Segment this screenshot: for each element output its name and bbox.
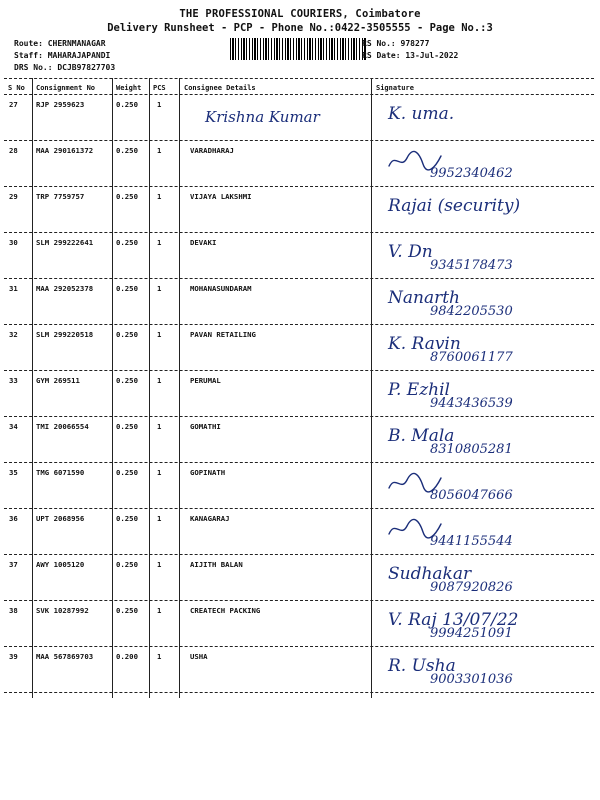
row-pcs: 1 bbox=[157, 376, 162, 385]
row-divider bbox=[4, 370, 594, 371]
row-sno: 27 bbox=[9, 100, 18, 109]
row-consignment-number: MAA 567869703 bbox=[36, 652, 94, 661]
row-consignee-name: KANAGARAJ bbox=[190, 514, 230, 523]
handwritten-phone-number: 9003301036 bbox=[430, 672, 513, 687]
handwritten-signature: V. Raj 13/07/22 bbox=[388, 610, 519, 630]
row-sno: 37 bbox=[9, 560, 18, 569]
row-divider bbox=[4, 462, 594, 463]
handwritten-phone-number: 9842205530 bbox=[430, 304, 513, 319]
row-sno: 28 bbox=[9, 146, 18, 155]
row-pcs: 1 bbox=[157, 100, 162, 109]
row-consignment-number: TMI 20066554 bbox=[36, 422, 89, 431]
column-header-pcs: PCS bbox=[153, 84, 166, 92]
row-consignee-name: VARADHARAJ bbox=[190, 146, 234, 155]
column-divider bbox=[112, 78, 113, 698]
row-sno: 31 bbox=[9, 284, 18, 293]
row-pcs: 1 bbox=[157, 514, 162, 523]
row-divider bbox=[4, 232, 594, 233]
row-sno: 35 bbox=[9, 468, 18, 477]
row-consignee-name: MOHANASUNDARAM bbox=[190, 284, 252, 293]
row-consignee-name: CREATECH PACKING bbox=[190, 606, 261, 615]
company-title: THE PROFESSIONAL COURIERS, Coimbatore bbox=[179, 8, 421, 20]
row-consignee-name: VIJAYA LAKSHMI bbox=[190, 192, 252, 201]
row-divider bbox=[4, 186, 594, 187]
handwritten-signature: K. uma. bbox=[388, 104, 455, 124]
runsheet-subtitle: Delivery Runsheet - PCP - Phone No.:0422-3505555 - Page No.:3 bbox=[107, 22, 493, 34]
handwritten-signature: Sudhakar bbox=[388, 564, 472, 584]
handwritten-signature: V. Dn bbox=[388, 242, 433, 262]
row-sno: 32 bbox=[9, 330, 18, 339]
handwritten-signature: Nanarth bbox=[388, 288, 461, 308]
row-weight: 0.250 bbox=[116, 330, 138, 339]
row-consignment-number: MAA 292052378 bbox=[36, 284, 94, 293]
row-sno: 39 bbox=[9, 652, 18, 661]
header-bottom-rule bbox=[4, 94, 594, 95]
row-consignment-number: TMG 6071590 bbox=[36, 468, 85, 477]
row-consignment-number: SLM 299222641 bbox=[36, 238, 94, 247]
row-sno: 38 bbox=[9, 606, 18, 615]
column-divider bbox=[149, 78, 150, 698]
column-divider bbox=[179, 78, 180, 698]
barcode-image bbox=[230, 38, 366, 60]
handwritten-phone-number: 9441155544 bbox=[430, 534, 513, 549]
row-consignee-name: GOMATHI bbox=[190, 422, 221, 431]
handwritten-phone-number: 8760061177 bbox=[430, 350, 513, 365]
handwritten-phone-number: 9087920826 bbox=[430, 580, 513, 595]
rs-number: RS No.: 978277 bbox=[362, 39, 430, 48]
column-header-signature: Signature bbox=[376, 84, 414, 92]
row-weight: 0.250 bbox=[116, 100, 138, 109]
row-consignment-number: SVK 10287992 bbox=[36, 606, 89, 615]
row-sno: 29 bbox=[9, 192, 18, 201]
handwritten-phone-number: 8310805281 bbox=[430, 442, 513, 457]
row-pcs: 1 bbox=[157, 468, 162, 477]
row-weight: 0.250 bbox=[116, 606, 138, 615]
row-divider bbox=[4, 646, 594, 647]
row-weight: 0.250 bbox=[116, 560, 138, 569]
handwritten-phone-number: 9345178473 bbox=[430, 258, 513, 273]
row-divider bbox=[4, 554, 594, 555]
handwritten-signature: P. Ezhil bbox=[388, 380, 450, 400]
row-consignment-number: GYM 269511 bbox=[36, 376, 80, 385]
row-sno: 30 bbox=[9, 238, 18, 247]
handwritten-phone-number: 9994251091 bbox=[430, 626, 513, 641]
row-pcs: 1 bbox=[157, 330, 162, 339]
row-weight: 0.250 bbox=[116, 192, 138, 201]
handwritten-signature: K. Ravin bbox=[388, 334, 461, 354]
handwritten-phone-number: 8056047666 bbox=[430, 488, 513, 503]
row-weight: 0.250 bbox=[116, 146, 138, 155]
row-weight: 0.250 bbox=[116, 284, 138, 293]
row-consignment-number: UPT 2068956 bbox=[36, 514, 85, 523]
row-pcs: 1 bbox=[157, 284, 162, 293]
row-consignment-number: RJP 2959623 bbox=[36, 100, 85, 109]
row-pcs: 1 bbox=[157, 238, 162, 247]
row-divider bbox=[4, 508, 594, 509]
row-divider bbox=[4, 278, 594, 279]
column-header-sno: S No bbox=[8, 84, 25, 92]
row-consignee-name: AIJITH BALAN bbox=[190, 560, 243, 569]
row-sno: 36 bbox=[9, 514, 18, 523]
handwritten-signature: R. Usha bbox=[388, 656, 456, 676]
staff-info: Staff: MAHARAJAPANDI bbox=[14, 51, 111, 60]
handwritten-consignee-name: Krishna Kumar bbox=[205, 108, 320, 126]
handwritten-phone-number: 9443436539 bbox=[430, 396, 513, 411]
row-consignee-name: USHA bbox=[190, 652, 208, 661]
row-sno: 33 bbox=[9, 376, 18, 385]
row-pcs: 1 bbox=[157, 192, 162, 201]
row-pcs: 1 bbox=[157, 560, 162, 569]
row-weight: 0.250 bbox=[116, 238, 138, 247]
rs-date: RS Date: 13-Jul-2022 bbox=[362, 51, 459, 60]
row-consignment-number: AWY 1005120 bbox=[36, 560, 85, 569]
column-header-weight: Weight bbox=[116, 84, 142, 92]
row-consignment-number: TRP 7759757 bbox=[36, 192, 85, 201]
row-pcs: 1 bbox=[157, 146, 162, 155]
column-divider bbox=[32, 78, 33, 698]
handwritten-signature: B. Mala bbox=[388, 426, 455, 446]
row-consignment-number: MAA 290161372 bbox=[36, 146, 94, 155]
row-weight: 0.200 bbox=[116, 652, 138, 661]
row-weight: 0.250 bbox=[116, 376, 138, 385]
row-pcs: 1 bbox=[157, 422, 162, 431]
column-header-consignment: Consignment No bbox=[36, 84, 96, 92]
row-divider bbox=[4, 140, 594, 141]
handwritten-signature: Rajai (security) bbox=[388, 196, 521, 216]
row-divider bbox=[4, 600, 594, 601]
row-consignee-name: DEVAKI bbox=[190, 238, 217, 247]
row-pcs: 1 bbox=[157, 652, 162, 661]
row-consignee-name: PERUMAL bbox=[190, 376, 221, 385]
row-consignee-name: GOPINATH bbox=[190, 468, 226, 477]
row-weight: 0.250 bbox=[116, 422, 138, 431]
drs-info: DRS No.: DCJB97827703 bbox=[14, 63, 116, 72]
row-pcs: 1 bbox=[157, 606, 162, 615]
row-divider bbox=[4, 416, 594, 417]
row-consignee-name: PAVAN RETAILING bbox=[190, 330, 256, 339]
route-info: Route: CHERNMANAGAR bbox=[14, 39, 106, 48]
column-divider bbox=[371, 78, 372, 698]
row-weight: 0.250 bbox=[116, 468, 138, 477]
row-divider bbox=[4, 692, 594, 693]
row-divider bbox=[4, 324, 594, 325]
table-top-rule bbox=[4, 78, 594, 79]
row-sno: 34 bbox=[9, 422, 18, 431]
row-weight: 0.250 bbox=[116, 514, 138, 523]
row-consignment-number: SLM 299220518 bbox=[36, 330, 94, 339]
column-header-consignee: Consignee Details bbox=[184, 84, 256, 92]
handwritten-phone-number: 9952340462 bbox=[430, 166, 513, 181]
